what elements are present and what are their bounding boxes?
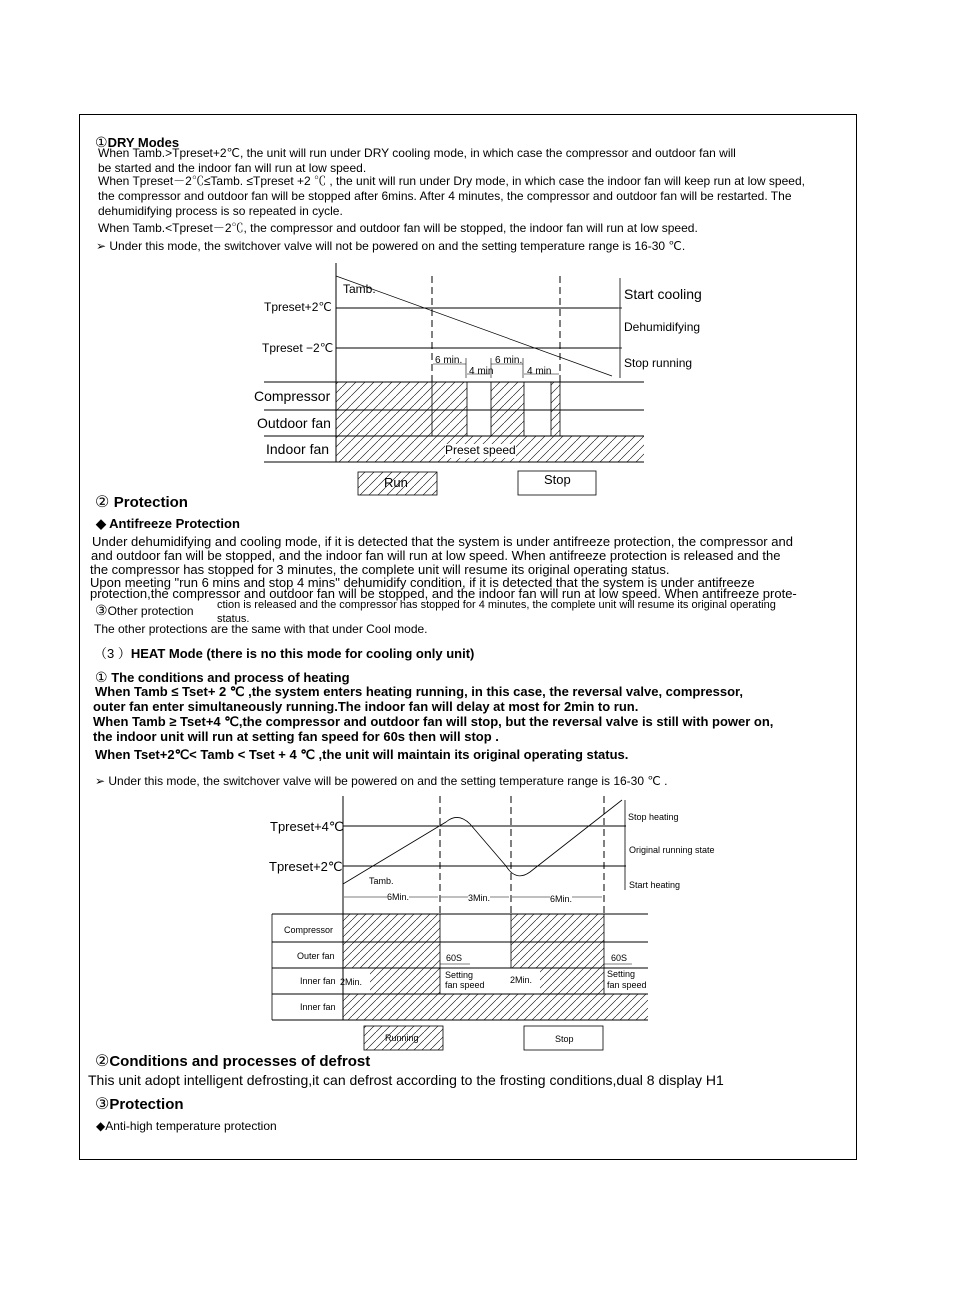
dry-six-min-2: 6 min. xyxy=(495,355,523,366)
dry-line-5: dehumidifying process is so repeated in cycle. xyxy=(98,204,343,218)
heat-line-4: the indoor unit will run at setting fan speed for 60s then will stop . xyxy=(93,729,499,744)
protection-heading: ② Protection xyxy=(95,494,188,511)
heat-three-min: 3Min. xyxy=(468,893,491,903)
diamond-bullet-icon: ◆ xyxy=(96,516,110,531)
diamond-bullet-icon: ◆ xyxy=(96,1119,106,1133)
heat-tpreset-plus4-label: Tpreset+4℃ xyxy=(270,819,344,834)
dry-four-min-2: 4 min xyxy=(527,366,552,377)
dry-line-1: When Tamb.>Tpreset+2℃, the unit will run under DRY cooling mode, in which case the compressor and outdoor fan will xyxy=(98,146,736,160)
defrost-heading: ②Conditions and processes of defrost xyxy=(95,1053,371,1070)
run-legend-label: Run xyxy=(384,475,408,490)
stop-legend-label: Stop xyxy=(544,472,571,487)
heat-stop-legend-label: Stop xyxy=(555,1034,574,1044)
heat-heading: （3 ）HEAT Mode (there is no this mode for cooling only unit) xyxy=(94,646,475,661)
heat-sub-heading: ① The conditions and process of heating xyxy=(95,669,350,685)
dry-indoor-fan-label: Indoor fan xyxy=(266,441,330,457)
antifreeze-heading: ◆ Antifreeze Protection xyxy=(96,516,240,531)
original-running-state-label: Original running state xyxy=(629,845,715,855)
dry-outdoor-fan-label: Outdoor fan xyxy=(257,415,331,431)
dry-line-3: When Tpreset－2℃≤Tamb. ≤Tpreset +2 ℃ , the unit will run under Dry mode, in which case the indoor fan will keep run at low speed, xyxy=(98,174,805,188)
dry-note: ➢ Under this mode, the switchover valve will not be powered on and the setting temperature range is 16-30 ℃. xyxy=(96,239,686,253)
dry-line-6: When Tamb.<Tpreset－2℃, the compressor and outdoor fan will be stopped, the indoor fan will run at low speed. xyxy=(98,221,698,235)
heat-six-min-1: 6Min. xyxy=(387,892,410,902)
heat-line-5: When Tset+2℃< Tamb < Tset + 4 ℃ ,the unit will maintain its original operating status. xyxy=(95,747,629,762)
antifreeze-p1-line-3: the compressor has stopped for 3 minutes, the complete unit will resume its original operating status. xyxy=(90,562,670,577)
antifreeze-p2-line-4: status. xyxy=(217,613,250,625)
heat-inner-fan-2-label: Inner fan xyxy=(300,1002,336,1012)
arrow-bullet-icon: ➢ xyxy=(95,774,109,788)
setting-label-1: Setting xyxy=(445,970,474,980)
heat-note: ➢ Under this mode, the switchover valve will be powered on and the setting temperature range is 16-30 ℃ . xyxy=(95,774,668,788)
defrost-text: This unit adopt intelligent defrosting,it can defrost according to the frosting conditions,dual 8 display H1 xyxy=(88,1072,724,1088)
heat-line-2: outer fan enter simultaneously running.The indoor fan will delay at most for 2min to run. xyxy=(93,699,639,714)
dry-tpreset-minus-label: Tpreset −2℃ xyxy=(262,341,334,355)
dry-line-4: the compressor and outdoor fan will be stopped after 6mins. After 4 minutes, the compressor and outdoor fan will be restarted. The xyxy=(98,189,792,203)
heat-tpreset-plus2-label: Tpreset+2℃ xyxy=(269,859,343,874)
heat-six-min-2: 6Min. xyxy=(550,894,573,904)
dry-tpreset-plus-label: Tpreset+2℃ xyxy=(264,300,332,314)
antifreeze-p2-line-2: protection,the compressor and outdoor fan will be stopped, and the indoor fan will run at low speed. When antifreeze prote- xyxy=(90,586,797,601)
antifreeze-p1-line-2: and outdoor fan will be stopped, and the indoor fan will run at low speed. When antifreeze protection is released and the xyxy=(91,548,781,563)
fan-speed-label-1: fan speed xyxy=(445,980,485,990)
start-cooling-label: Start cooling xyxy=(624,286,702,302)
anti-high-temp-item: ◆Anti-high temperature protection xyxy=(96,1119,277,1133)
heat-inner-fan-1-label: Inner fan xyxy=(300,976,336,986)
dehumidifying-label: Dehumidifying xyxy=(624,320,701,334)
running-legend-label: Running xyxy=(385,1033,419,1043)
other-protection-heading: ③Other protection xyxy=(95,602,194,618)
dry-tamb-label: Tamb. xyxy=(343,282,376,296)
sixty-s-label-1: 60S xyxy=(446,953,463,963)
preset-speed-label: Preset speed xyxy=(445,443,516,457)
dry-heading: ①DRY Modes xyxy=(95,134,180,150)
start-heating-label: Start heating xyxy=(629,880,681,890)
two-min-label-2: 2Min. xyxy=(510,975,533,985)
heat-tamb-label: Tamb. xyxy=(369,876,394,886)
stop-heating-label: Stop heating xyxy=(628,812,679,822)
heat-outer-fan-label: Outer fan xyxy=(297,951,335,961)
fan-speed-label-2: fan speed xyxy=(607,980,647,990)
dry-six-min-1: 6 min. xyxy=(435,355,463,366)
arrow-bullet-icon: ➢ xyxy=(96,239,110,253)
heat-line-3: When Tamb ≥ Tset+4 ℃,the compressor and outdoor fan will stop, but the reversal valve is still with power on, xyxy=(93,714,774,729)
setting-label-2: Setting xyxy=(607,969,636,979)
sixty-s-label-2: 60S xyxy=(611,953,628,963)
heat-line-1: When Tamb ≤ Tset+ 2 ℃ ,the system enters heating running, in this case, the reversal valve, compressor, xyxy=(95,684,743,699)
heat-compressor-label: Compressor xyxy=(284,925,334,935)
antifreeze-p1-line-1: Under dehumidifying and cooling mode, if it is detected that the system is under antifreeze protection, the compressor and xyxy=(92,534,793,549)
dry-line-2: be started and the indoor fan will run at low speed. xyxy=(98,161,367,175)
stop-running-label: Stop running xyxy=(624,356,693,370)
dry-four-min-1: 4 min xyxy=(469,366,494,377)
protection3-heading: ③Protection xyxy=(95,1096,184,1113)
antifreeze-p2-line-1: Upon meeting "run 6 mins and stop 4 mins" dehumidify condition, if it is detected that the system is under antifreeze xyxy=(90,575,755,590)
other-protection-text: The other protections are the same with that under Cool mode. xyxy=(94,622,428,636)
antifreeze-p2-line-3: ction is released and the compressor has stopped for 4 minutes, the complete unit will resume its original operating xyxy=(217,599,776,611)
dry-compressor-label: Compressor xyxy=(254,388,331,404)
two-min-label-1: 2Min. xyxy=(340,977,363,987)
